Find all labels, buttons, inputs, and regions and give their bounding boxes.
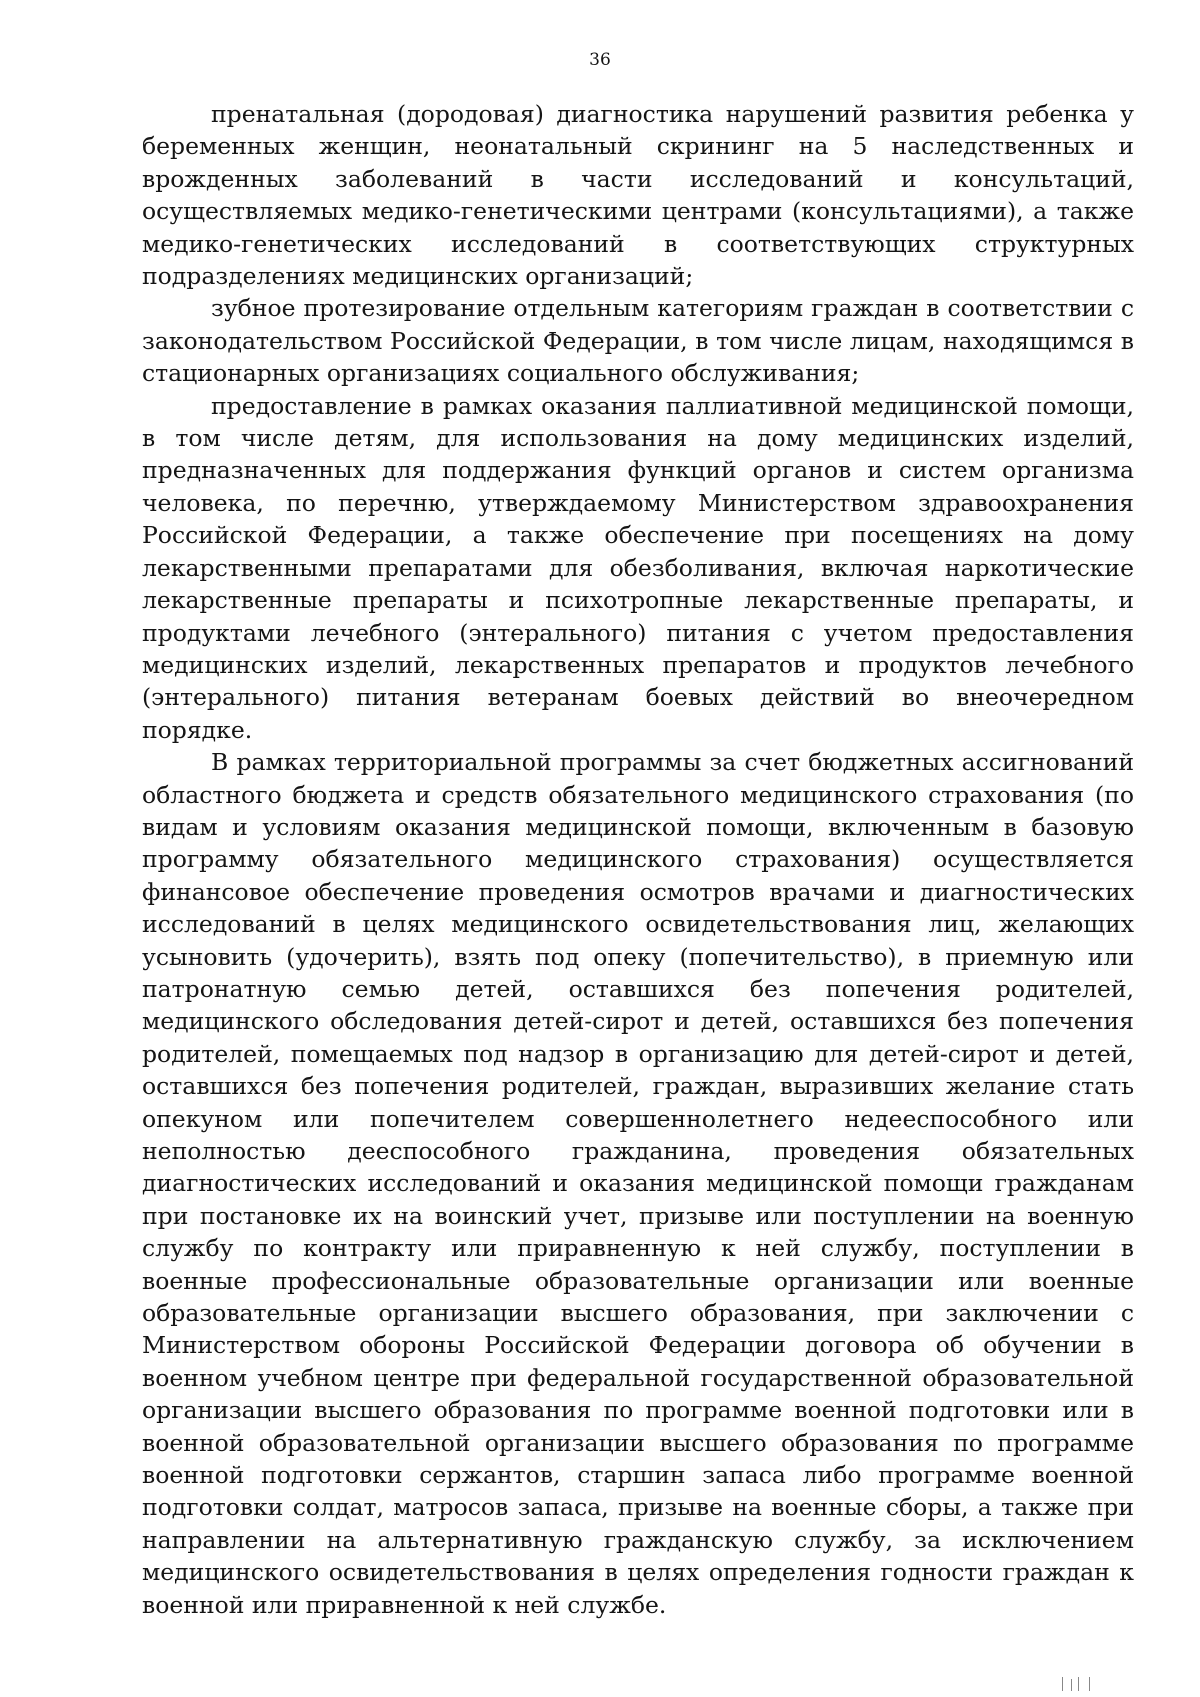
page-number: 36 (589, 50, 611, 70)
paragraph-palliative-care: предоставление в рамках оказания паллиативной медицинской помощи, в том числе детям, для использования на дому медицинских изделий, предназначенных для поддержания функций органов и систем организма человека, по перечню, утверждаемому Министерством здравоохранения Российской Федерации, а также обеспечение при посещениях на дому лекарственными препаратами для обезболивания, включая наркотические лекарственные препараты и психотропные лекарственные препараты, и продуктами лечебного (энтерального) питания с учетом предоставления медицинских изделий, лекарственных препаратов и продуктов лечебного (энтерального) питания ветеранам боевых действий во внеочередном порядке. (142, 391, 1134, 744)
paragraph-territorial-program: В рамках территориальной программы за счет бюджетных ассигнований областного бюджета и средств обязательного медицинского страхования (по видам и условиям оказания медицинской помощи, включенным в базовую программу обязательного медицинского страхования) осуществляется финансовое обеспечение проведения осмотров врачами и диагностических исследований в целях медицинского освидетельствования лиц, желающих усыновить (удочерить), взять под опеку (попечительство), в приемную или патронатную семью детей, оставшихся без попечения родителей, медицинского обследования детей-сирот и детей, оставшихся без попечения родителей, помещаемых под надзор в организацию для детей-сирот и детей, оставшихся без попечения родителей, граждан, выразивших желание стать опекуном или попечителем совершеннолетнего недееспособного или неполностью дееспособного гражданина, проведения обязательных диагностических исследований и оказания медицинской помощи гражданам при постановке их на воинский учет, призыве или поступлении на военную службу по контракту или приравненную к ней службу, поступлении в военные профессиональные образовательные организации или военные образовательные организации высшего образования, при заключении с Министерством обороны Российской Федерации договора об обучении в военном учебном центре при федеральной государственной образовательной организации высшего образования по программе военной подготовки или в военной образовательной организации высшего образования по программе военной подготовки сержантов, старшин запаса либо программе военной подготовки солдат, матросов запаса, призыве на военные сборы, а также при направлении на альтернативную гражданскую службу, за исключением медицинского освидетельствования в целях определения годности граждан к военной или приравненной к ней службе. (142, 748, 1134, 1619)
scan-mark (1062, 1677, 1090, 1691)
paragraph-dental-prosthetics: зубное протезирование отдельным категориям граждан в соответствии с законодательством Российской Федерации, в том числе лицам, находящимся в стационарных организациях социального обслуживания; (142, 294, 1134, 388)
document-body (142, 98, 1134, 1621)
paragraph-prenatal-diagnostics: пренатальная (дородовая) диагностика нарушений развития ребенка у беременных женщин, неонатальный скрининг на 5 наследственных и врожденных заболеваний в части исследований и консультаций, осуществляемых медико-генетическими центрами (консультациями), а также медико-генетических исследований в соответствующих структурных подразделениях медицинских организаций; (142, 100, 1134, 291)
